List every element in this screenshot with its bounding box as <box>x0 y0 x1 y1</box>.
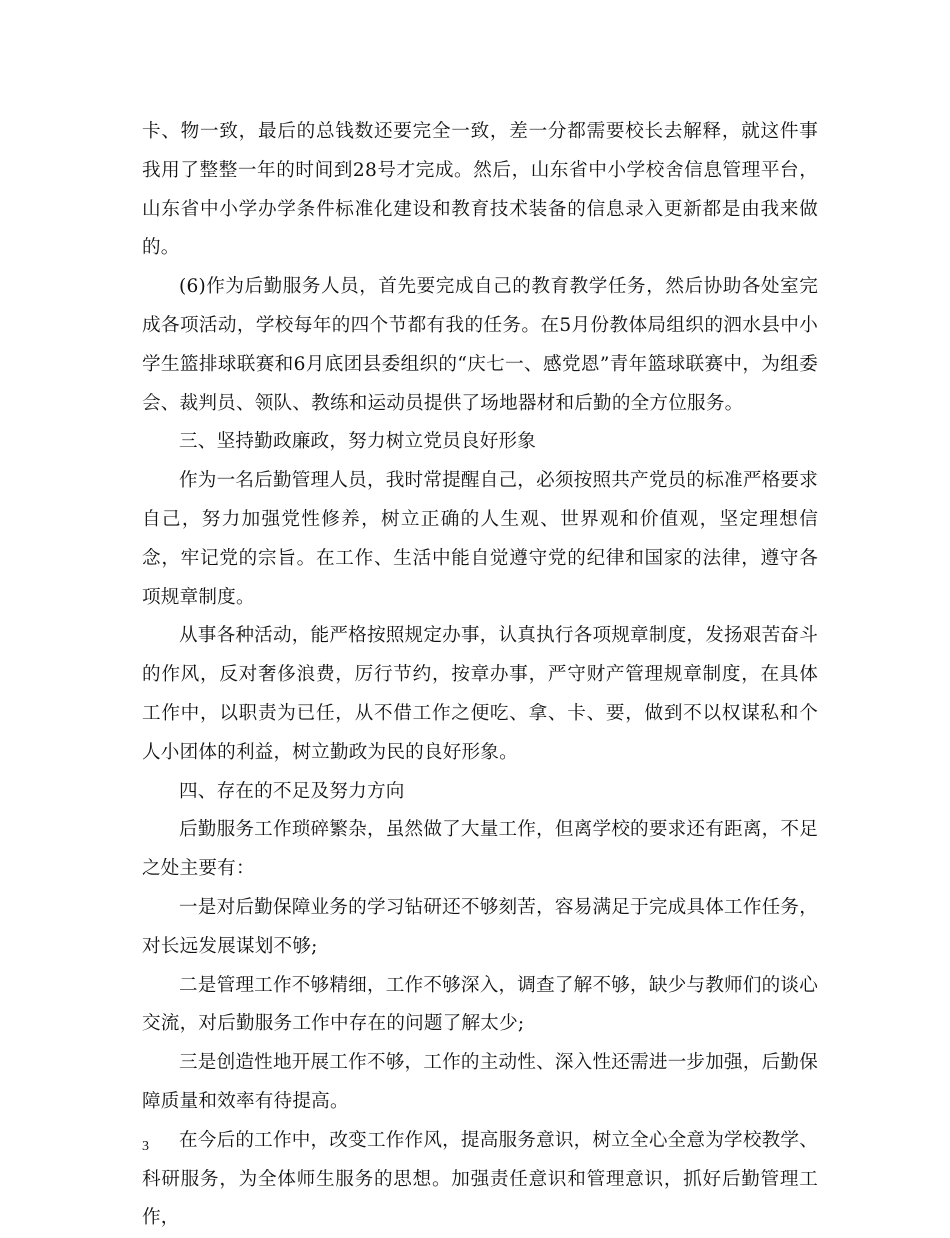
paragraph: 三是创造性地开展工作不够，工作的主动性、深入性还需进一步加强，后勤保障质量和效率有待提高。 <box>142 1052 818 1112</box>
section-heading: 四、存在的不足及努力方向 <box>179 780 405 802</box>
paragraph: 作为一名后勤管理人员，我时常提醒自己，必须按照共产党员的标准严格要求自己，努力加强党性修养，树立正确的人生观、世界观和价值观，坚定理想信念，牢记党的宗旨。在工作、生活中能自觉遵守党的纪律和国家的法律，遵守各项规章制度。 <box>142 470 818 608</box>
paragraph: 从事各种活动，能严格按照规定办事，认真执行各项规章制度，发扬艰苦奋斗的作风，反对奢侈浪费，厉行节约，按章办事，严守财产管理规章制度，在具体工作中，以职责为已任，从不借工作之便吃、拿、卡、要，做到不以权谋私和个人小团体的利益，树立勤政为民的良好形象。 <box>142 625 818 763</box>
document-body <box>142 113 818 1238</box>
section-heading: 三、坚持勤政廉政，努力树立党员良好形象 <box>179 431 537 453</box>
paragraph: 一是对后勤保障业务的学习钻研还不够刻苦，容易满足于完成具体工作任务，对长远发展谋划不够; <box>142 896 818 957</box>
page-number: 3 <box>142 1139 149 1154</box>
paragraph: 后勤服务工作琐碎繁杂，虽然做了大量工作，但离学校的要求还有距离，不足之处主要有： <box>142 819 818 880</box>
paragraph: 卡、物一致，最后的总钱数还要完全一致，差一分都需要校长去解释，就这件事我用了整整一年的时间到28号才完成。然后，山东省中小学校舍信息管理平台，山东省中小学办学条件标准化建设和教育技术装备的信息录入更新都是由我来做的。 <box>142 121 818 259</box>
paragraph: (6)作为后勤服务人员，首先要完成自己的教育教学任务，然后协助各处室完成各项活动，学校每年的四个节都有我的任务。在5月份教体局组织的泗水县中小学生篮排球联赛和6月底团县委组织的“庆七一、感党恩”青年篮球联赛中，为组委会、裁判员、领队、教练和运动员提供了场地器材和后勤的全方位服务。 <box>142 276 818 414</box>
paragraph: 二是管理工作不够精细，工作不够深入，调查了解不够，缺少与教师们的谈心交流，对后勤服务工作中存在的问题了解太少; <box>142 974 818 1035</box>
paragraph: 在今后的工作中，改变工作作风，提高服务意识，树立全心全意为学校教学、科研服务，为全体师生服务的思想。加强责任意识和管理意识，抓好后勤管理工作， <box>142 1129 818 1229</box>
